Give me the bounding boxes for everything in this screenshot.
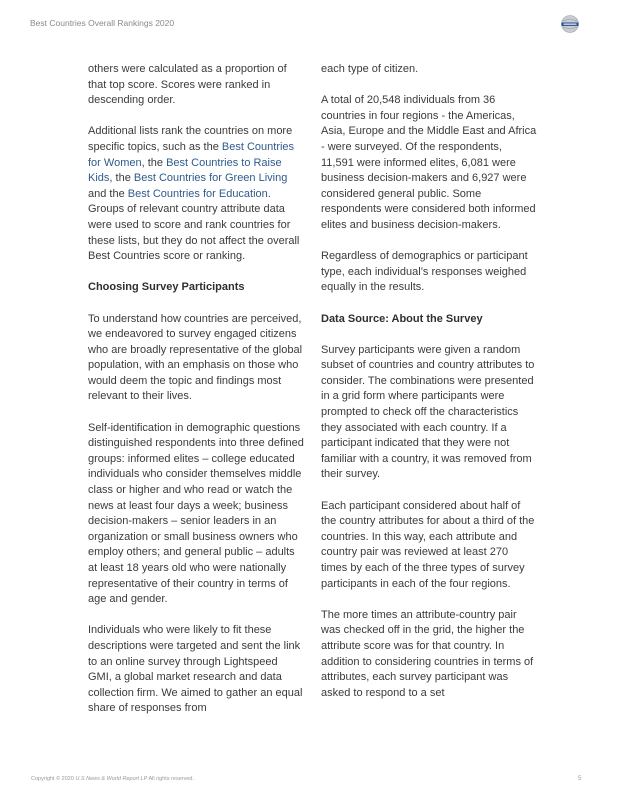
paragraph-targeted-individuals: Individuals who were likely to fit these descriptions were targeted and sent the link to an online survey through Lightspeed GMI, a global market research and data collection firm. We aimed to gather an equal share of responses from bbox=[88, 624, 303, 715]
text-segment: and the bbox=[88, 187, 128, 200]
link-best-countries-for-women[interactable]: Best Countries for Women bbox=[88, 140, 295, 169]
text-segment: , the bbox=[141, 156, 167, 169]
copyright-company: U.S News & World Report LP bbox=[75, 776, 148, 782]
left-column bbox=[88, 62, 304, 733]
document-header-title: Best Countries Overall Rankings 2020 bbox=[30, 18, 175, 28]
text-segment: Additional lists rank the countries on more specific topics, such as the bbox=[88, 125, 293, 153]
paragraph-survey-grid: Survey participants were given a random subset of countries and country attributes to consider. The combinations were presented in a grid form where participants were prompted to check off the characteristics they associated with each country. If a participant indicated that they were not familiar with a country, it was removed from their survey. bbox=[321, 343, 535, 481]
heading-choosing-survey-participants: Choosing Survey Participants bbox=[88, 281, 245, 294]
paragraph-equal-weighting: Regardless of demographics or participant type, each individual’s responses weighed equally in the results. bbox=[321, 250, 528, 294]
paragraph-each-type: each type of citizen. bbox=[321, 63, 419, 75]
copyright-prefix: Copyright © 2020 bbox=[31, 776, 76, 782]
heading-data-source: Data Source: About the Survey bbox=[321, 312, 483, 325]
paragraph-participant-coverage: Each participant considered about half of the country attributes for about a third of the countries. In this way, each attribute and country pair was reviewed at least 270 times by each of the three types of survey participants in each of the four regions. bbox=[321, 499, 535, 590]
page-number: 5 bbox=[578, 776, 582, 782]
text-segment: . Groups of relevant country attribute data were used to score and rank countries for these lists, but they do not affect the overall Best Countries score or ranking. bbox=[88, 187, 300, 263]
paragraph-attribute-score: The more times an attribute-country pair was checked off in the grid, the higher the attribute score was for that country. In addition to considering countries in terms of attributes, each survey participant was asked to respond to a set bbox=[321, 608, 534, 699]
copyright-suffix: All rights reserved. bbox=[147, 776, 195, 782]
link-best-countries-to-raise-kids[interactable]: Best Countries to Raise Kids bbox=[88, 156, 282, 185]
paragraph-additional-lists bbox=[88, 124, 304, 264]
paragraph-scores: others were calculated as a proportion of that top score. Scores were ranked in descending order. bbox=[88, 63, 287, 107]
paragraph-understand-perception: To understand how countries are perceived, we endeavored to survey engaged citizens who are broadly representative of the global population, with an emphasis on those who would deem the topic and findings most relevant to their lives. bbox=[88, 312, 303, 403]
right-column bbox=[321, 62, 537, 717]
text-segment: , the bbox=[109, 172, 134, 185]
link-best-countries-for-green-living[interactable]: Best Countries for Green Living bbox=[133, 172, 288, 185]
us-news-globe-logo-icon bbox=[560, 14, 580, 34]
link-best-countries-for-education[interactable]: Best Countries for Education bbox=[127, 187, 268, 200]
paragraph-self-identification: Self-identification in demographic questions distinguished respondents into three defined groups: informed elites – college educated individuals who consider themselves middle class or higher and who read or watch the news at least four days a week; business decision-makers – senior leaders in an organization or small business owners who employ others; and general public – adults at least 18 years old who were nationally representative of their country in terms of age and gender. bbox=[88, 421, 304, 606]
paragraph-respondent-totals: A total of 20,548 individuals from 36 countries in four regions - the Americas, Asia, Europe and the Middle East and Africa - were surveyed. Of the respondents, 11,591 were informed elites, 6,081 were business decision-makers and 6,927 were considered general public. Some respondents were considered both informed elites and business decision-makers. bbox=[321, 94, 537, 231]
footer-copyright bbox=[31, 776, 194, 782]
